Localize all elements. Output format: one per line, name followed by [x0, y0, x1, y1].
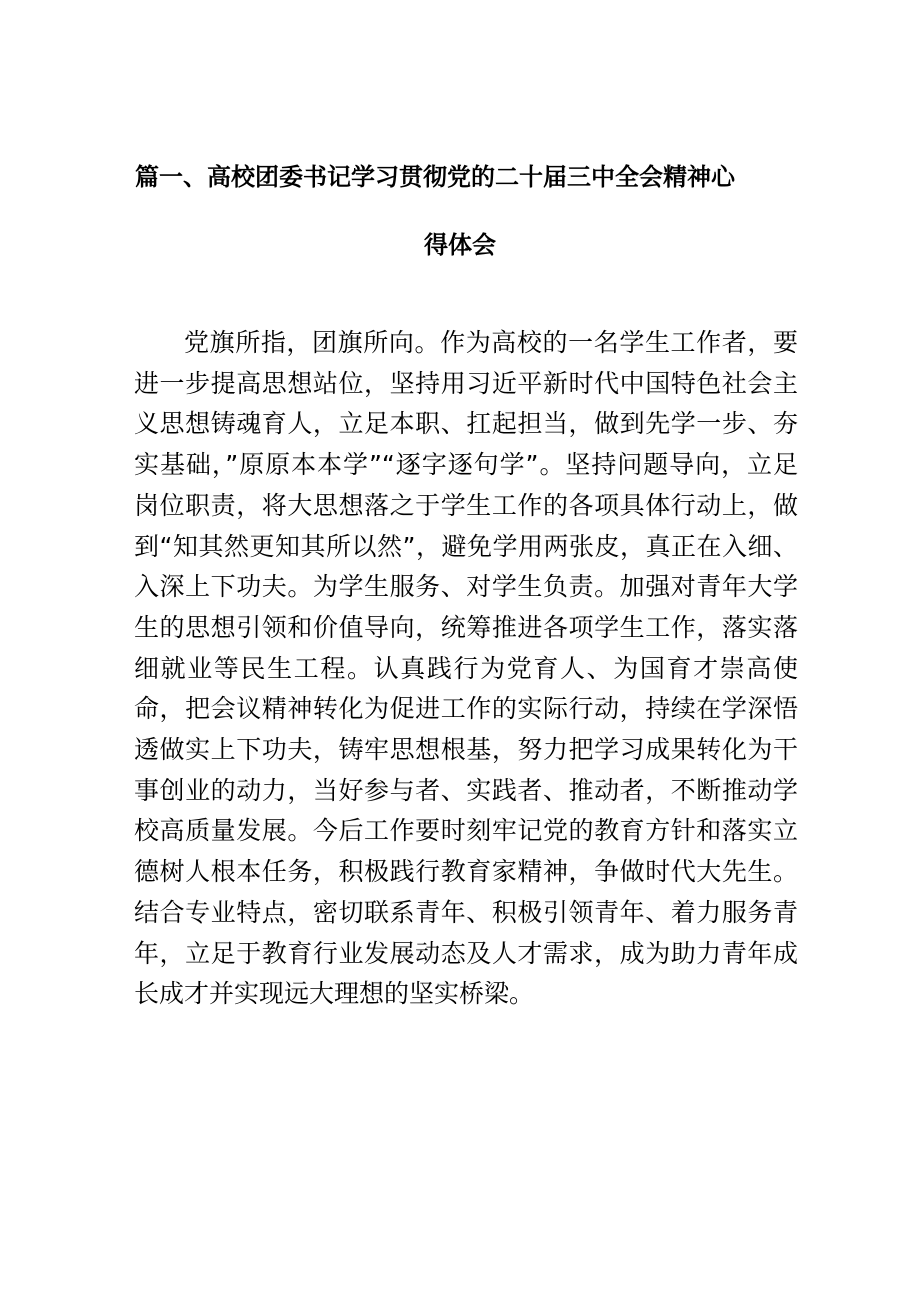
document-title-line-2: 得体会	[424, 231, 496, 259]
document-title-line-1: 篇一、高校团委书记学习贯彻党的二十届三中全会精神心	[135, 163, 735, 191]
body-paragraph: 党旗所指，团旗所向。作为高校的一名学生工作者，要进一步提高思想站位，坚持用习近平新时代中国特色社会主义思想铸魂育人，立足本职、扛起担当，做到先学一步、夯实基础，”原原本本学”“逐字逐句学”。坚持问题导向，立足岗位职责，将大思想落之于学生工作的各项具体行动上，做到“知其然更知其所以然”，避免学用两张皮，真正在入细、入深上下功夫。为学生服务、对学生负责。加强对青年大学生的思想引领和价值导向，统筹推进各项学生工作，落实落细就业等民生工程。认真践行为党育人、为国育才崇高使命，把会议精神转化为促进工作的实际行动，持续在学深悟透做实上下功夫，铸牢思想根基，努力把学习成果转化为干事创业的动力，当好参与者、实践者、推动者，不断推动学校高质量发展。今后工作要时刻牢记党的教育方针和落实立德树人根本任务，积极践行教育家精神，争做时代大先生。结合专业特点，密切联系青年、积极引领青年、着力服务青年，立足于教育行业发展动态及人才需求，成为助力青年成长成才并实现远大理想的坚实桥梁。	[134, 328, 798, 1009]
